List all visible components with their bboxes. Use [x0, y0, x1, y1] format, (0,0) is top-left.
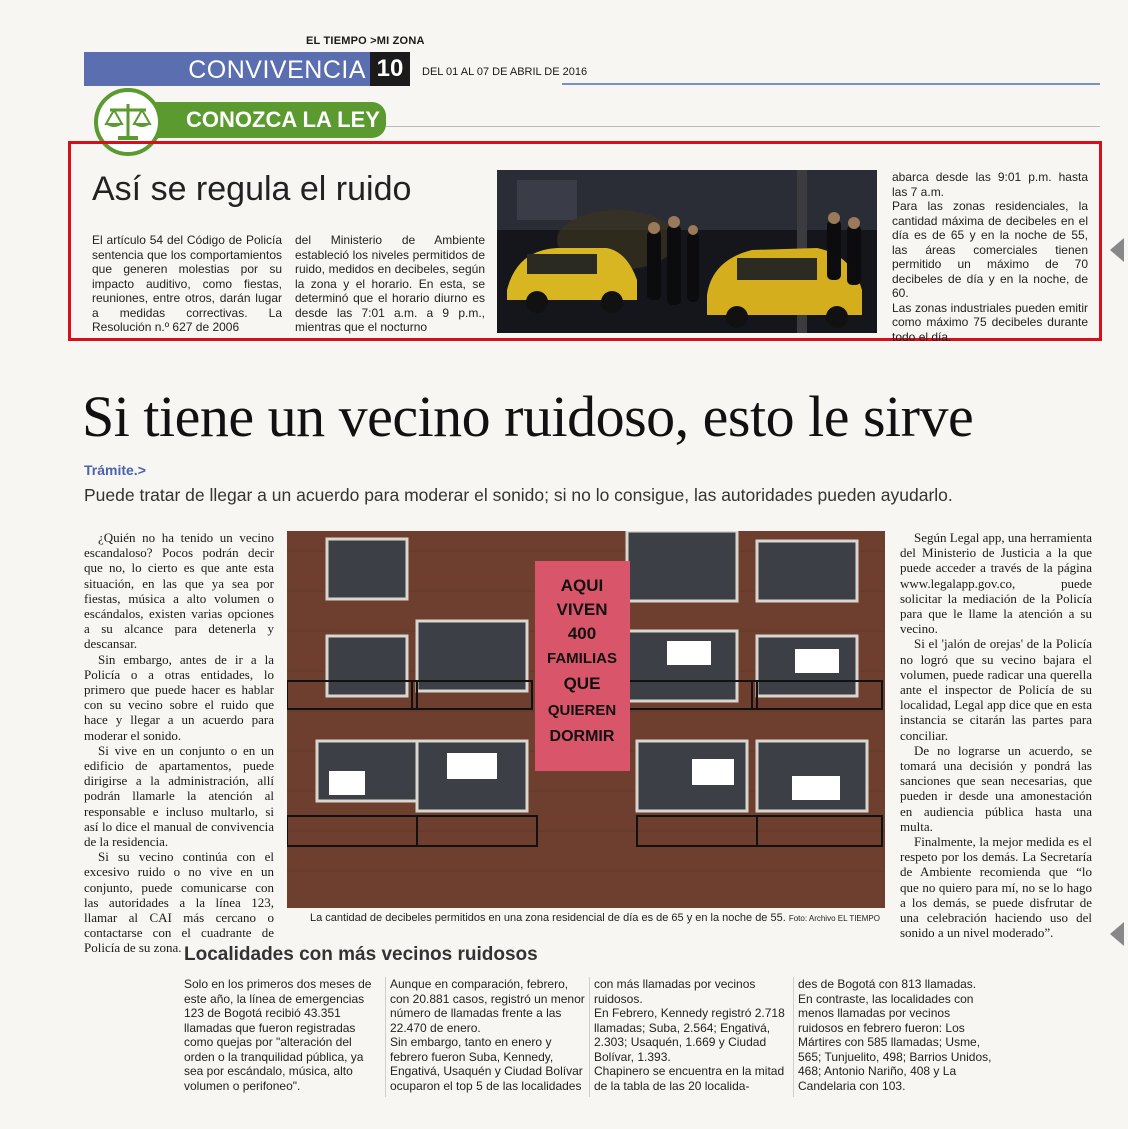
banner-divider [386, 126, 1100, 127]
article-left-column [84, 530, 274, 956]
svg-text:AQUI: AQUI [560, 576, 604, 595]
paragraph: Sin embargo, antes de ir a la Policía o a otras entidades, lo primero que puede hacer es hablar con su vecino sobre el ruido que hace y llegar a un acuerdo para moderar el sonido. [84, 651, 274, 743]
section-divider [562, 83, 1100, 85]
svg-text:QUIEREN: QUIEREN [547, 702, 617, 719]
main-headline: Si tiene un vecino ruidoso, esto le sirve [82, 384, 974, 449]
sidebar-column-1: Solo en los primeros dos meses de este año, la línea de emergencias 123 de Bogotá recibió 43.351 llamadas que fueron registradas como quejas por "alteración del orden o la tranquilidad pública, ya sea por escándalo, música, alto volumen o perifoneo". [184, 977, 372, 1093]
sidebar-column-2: Aunque en comparación, febrero, con 20.881 casos, registró un menor número de llamadas frente a las 22.470 de enero. Sin embargo, tanto en enero y febrero fueron Suba, Kennedy, Engativá, Usaquén y Ciudad Bolívar ocuparon el top 5 de las localidades [390, 977, 585, 1093]
photo-caption [310, 912, 880, 924]
protest-sign [329, 771, 365, 795]
left-arrow-icon [1110, 922, 1124, 946]
column-divider [589, 977, 590, 1097]
svg-text:FAMILIAS: FAMILIAS [547, 650, 617, 667]
svg-text:DORMIR: DORMIR [549, 728, 615, 745]
sidebar-title: Localidades con más vecinos ruidosos [184, 944, 538, 965]
paragraph: Si vive en un conjunto o en un edificio de apartamentos, puede dirigirse a la administración, allí podrán llamarle la atención al responsable e incluso multarlo, si así lo dice el manual de convivencia de la residencia. [84, 742, 274, 850]
section-name: CONVIVENCIA [188, 56, 366, 84]
box-title: Así se regula el ruido [92, 170, 412, 208]
masthead: EL TIEMPO >MI ZONA [306, 35, 425, 47]
box-column-1: El artículo 54 del Código de Policía sentencia que los comportamientos que generen molestias por su impacto auditivo, como fiestas, reuniones, entre otros, darán lugar a medidas correctivas. La Resolución n.º 627 de 2006 [92, 233, 282, 334]
paragraph: ¿Quién no ha tenido un vecino escandaloso? Pocos podrán decir que no, lo cierto es que ante esta situación, en las que ya sea por fiestas, música a alto volumen o escándalos, existen varias opciones a su alcance para detenerla y descansar. [84, 530, 274, 652]
sidebar-column-4: des de Bogotá con 813 llamadas. En contraste, las localidades con menos llamadas por vecinos ruidosos en febrero fueron: Los Mártires con 585 llamadas; Usme, 565; Tunjuelito, 498; Barrios Unidos, 468; Antonio Nariño, 408 y La Candelaria con 103. [798, 977, 992, 1093]
photo-credit: Foto: Archivo EL TIEMPO [788, 914, 880, 923]
paragraph: Si el 'jalón de orejas' de la Policía no logró que su vecino bajara el volumen, puede radicar una querella ante el inspector de Policía de su localidad, Legal app dice que en esta instancia se citarán las partes para conciliar. [900, 636, 1092, 743]
caption-text: La cantidad de decibeles permitidos en una zona residencial de día es de 65 y en la noche de 55. [310, 912, 786, 924]
left-arrow-icon [1110, 238, 1124, 262]
box-column-2: del Ministerio de Ambiente estableció los niveles permitidos de ruido, medidos en decibeles, según la zona y el horario. En esta, se determinó que el horario diurno es desde las 7:01 a.m. a 9 p.m., mientras que el nocturno [295, 233, 485, 334]
issue-date: DEL 01 AL 07 DE ABRIL DE 2016 [422, 66, 588, 78]
paragraph: De no lograrse un acuerdo, se tomará una decisión y pondrá las sanciones que sean necesarias, que pueden ir desde una amonestación en audiencia pública hasta una multa. [900, 742, 1092, 834]
paragraph: Si su vecino continúa con el excesivo ruido o no vive en un conjunto, puede comunicarse con las autoridades a la línea 123, llamar al CAI más cercano o contactarse con el cuadrante de Policía de su zona. [84, 849, 274, 956]
law-banner-label: CONOZCA LA LEY [186, 107, 380, 132]
svg-text:VIVEN: VIVEN [556, 600, 608, 619]
article-right-column [900, 530, 1092, 940]
kicker: Trámite.> [84, 462, 146, 478]
column-divider [385, 977, 386, 1097]
sidebar-column-3: con más llamadas por vecinos ruidosos. En Febrero, Kennedy registró 2.718 llamadas; Suba, 2.564; Engativá, 2.303; Usaquén, 1.669 y Ciudad Bolívar, 1.393. Chapinero se encuentra en la mitad de la tabla de las 20 localida- [594, 977, 785, 1093]
paragraph: Finalmente, la mejor medida es el respeto por los demás. La Secretaría de Ambiente recomienda que “lo que no quiero para mí, no se lo hago a los demás, se puede disfrutar de una celebración haciendo uso del sonido a un nivel moderado”. [900, 834, 1092, 941]
column-divider [793, 977, 794, 1097]
box-column-3: abarca desde las 9:01 p.m. hasta las 7 a.m. Para las zonas residenciales, la cantidad máxima de decibeles en el día es de 65 y en la noche de 55, las áreas comerciales tienen permitido un máximo de 70 decibeles de día y en la noche, de 60. Las zonas industriales pueden emitir como máximo 75 decibeles durante todo el día. [892, 170, 1088, 344]
svg-text:400: 400 [567, 624, 597, 643]
night-street-photo [497, 170, 877, 333]
paragraph: Según Legal app, una herramienta del Ministerio de Justicia a la que puede acceder a través de la página www.legalapp.gov.co, puede solicitar la mediación de la Policía para que le llame la atención a su vecino. [900, 530, 1092, 637]
building-protest-photo [287, 531, 885, 908]
svg-text:QUE: QUE [563, 674, 601, 693]
page-number: 10 [370, 52, 410, 86]
section-bar [84, 52, 410, 86]
subheadline: Puede tratar de llegar a un acuerdo para moderar el sonido; si no lo consigue, las autoridades pueden ayudarlo. [84, 485, 953, 505]
